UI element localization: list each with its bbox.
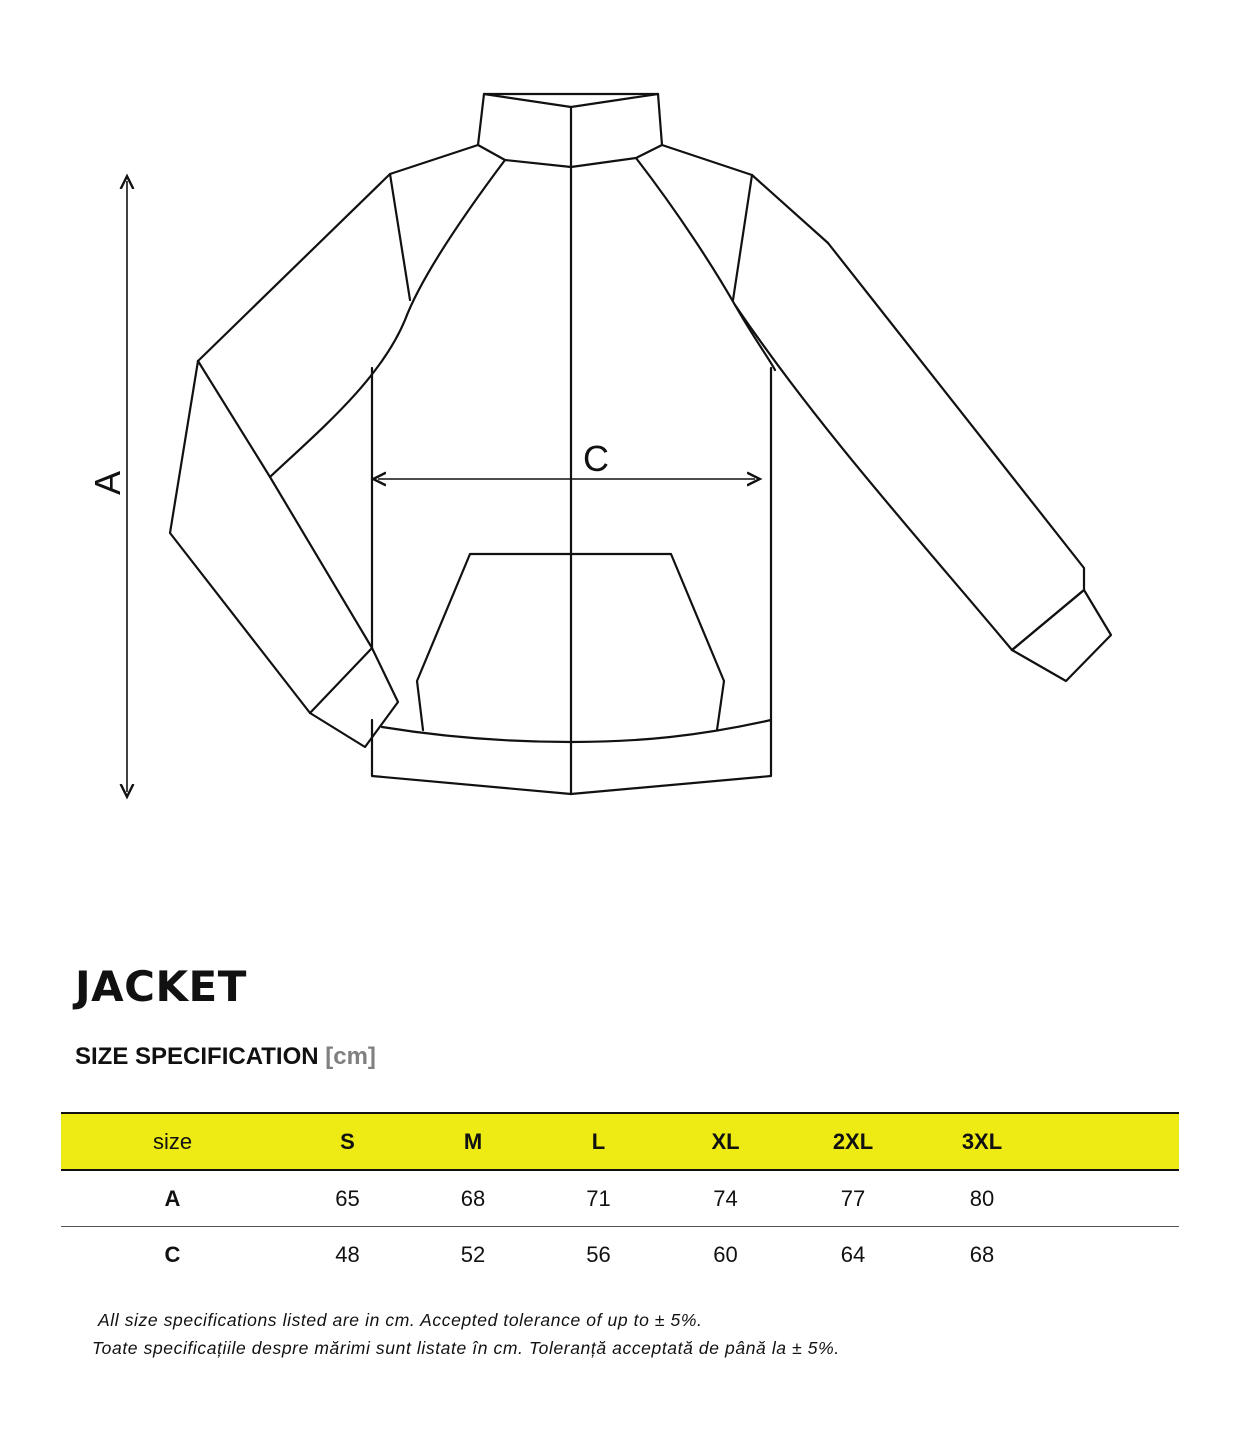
size-col-xl: XL [662, 1113, 789, 1170]
row-label: A [61, 1170, 284, 1227]
table-row [61, 1227, 1179, 1283]
table-cell: 68 [411, 1170, 535, 1227]
size-col-s: S [284, 1113, 411, 1170]
size-col-2xl: 2XL [789, 1113, 917, 1170]
size-header-label: size [61, 1113, 284, 1170]
table-cell [1047, 1170, 1179, 1227]
note-romanian: Toate specificațiile despre mărimi sunt listate în cm. Toleranță acceptată de până la ± 5%. [92, 1338, 840, 1358]
table-cell: 65 [284, 1170, 411, 1227]
size-col-l: L [535, 1113, 662, 1170]
table-cell: 80 [917, 1170, 1047, 1227]
table-cell: 74 [662, 1170, 789, 1227]
unit-label: [cm] [325, 1043, 376, 1070]
product-title: JACKET [75, 962, 247, 1011]
table-cell: 64 [840, 1241, 866, 1267]
table-cell: 60 [713, 1241, 738, 1267]
size-col-empty [1047, 1113, 1179, 1170]
size-header-row [61, 1113, 1179, 1170]
size-table [61, 1112, 1179, 1282]
table-cell: 52 [460, 1241, 486, 1267]
table-cell: 71 [535, 1170, 662, 1227]
table-cell: 56 [586, 1241, 611, 1267]
size-col-3xl: 3XL [917, 1113, 1047, 1170]
table-cell: 48 [335, 1241, 360, 1267]
size-spec-heading [75, 1043, 376, 1071]
measure-a-label: A [87, 471, 128, 496]
table-cell: 77 [789, 1170, 917, 1227]
table-cell [1047, 1227, 1179, 1283]
measure-c-label: C [583, 438, 609, 479]
size-spec-title: SIZE SPECIFICATION [75, 1043, 319, 1070]
size-col-m: M [411, 1113, 535, 1170]
row-label: C [164, 1241, 181, 1267]
tolerance-notes [92, 1306, 840, 1362]
table-row [61, 1170, 1179, 1227]
table-cell: 68 [969, 1241, 995, 1267]
note-english: All size specifications listed are in cm. Accepted tolerance of up to ± 5%. [98, 1310, 703, 1330]
